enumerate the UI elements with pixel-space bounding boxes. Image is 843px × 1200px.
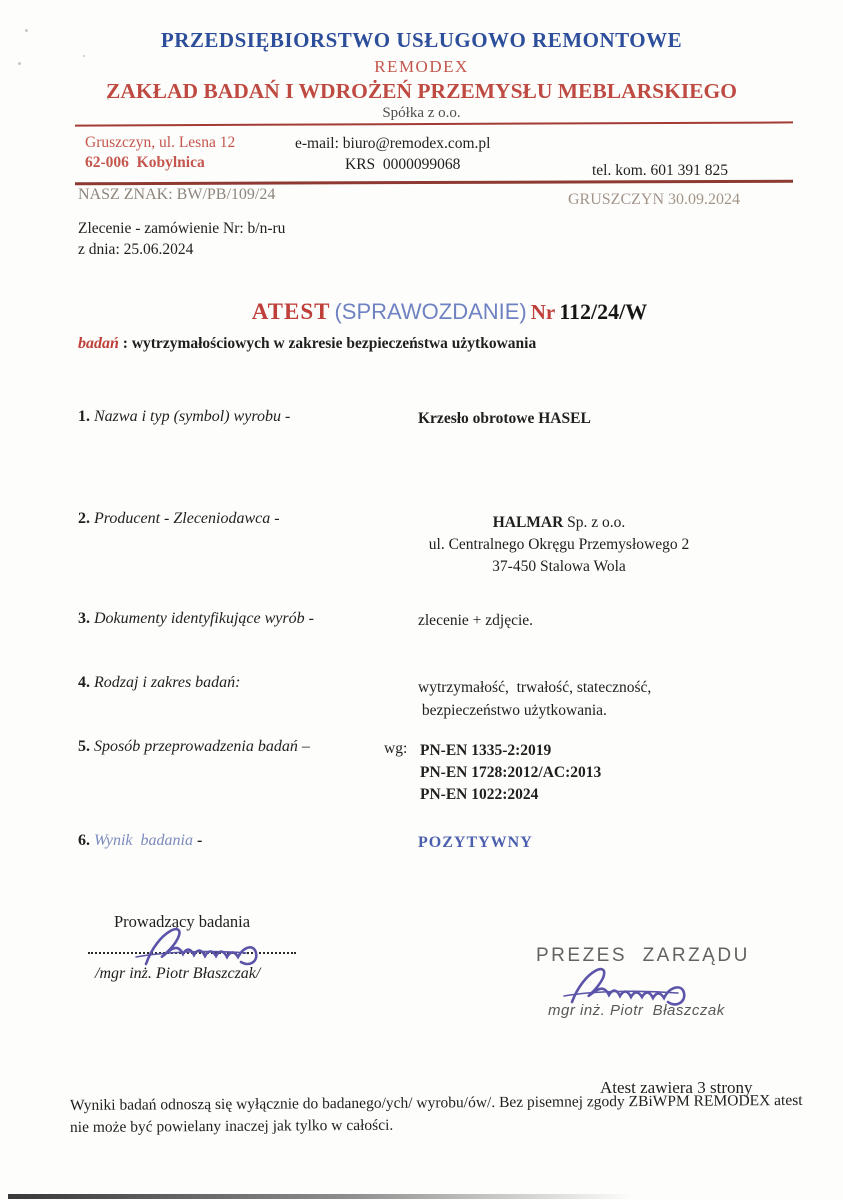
our-reference: NASZ ZNAK: BW/PB/109/24 — [78, 186, 276, 203]
item2-label: Producent - Zleceniodawca - — [90, 510, 280, 527]
producer-name: HALMAR — [492, 514, 564, 531]
item-test-result — [78, 832, 798, 850]
item6-result-value: POZYTYWNY — [418, 834, 533, 851]
title-number: 112/24/W — [559, 299, 648, 324]
item1-value: Krzesło obrotowe HASEL — [418, 410, 591, 427]
item4-value — [418, 676, 651, 722]
item-test-scope — [78, 674, 798, 719]
item-producer — [78, 510, 798, 575]
company-name-remodex: REMODEX — [374, 57, 469, 76]
subtitle-colon: : — [118, 335, 132, 352]
company-email: e-mail: biuro@remodex.com.pl — [295, 135, 491, 152]
examiner-title: Prowadzący badania — [114, 912, 251, 931]
standard-1: PN-EN 1335-2:2019 — [420, 742, 552, 759]
order-date: z dnia: 25.06.2024 — [78, 241, 194, 258]
item2-number: 2. — [78, 510, 90, 527]
item-test-method — [78, 738, 798, 803]
item2-value — [400, 512, 718, 578]
company-address-street: Gruszczyn, ul. Lesna 12 — [85, 134, 236, 151]
item6-dash: - — [196, 832, 203, 849]
order-number: Zlecenie - zamówienie Nr: b/n-ru — [78, 220, 286, 237]
title-nr-label: Nr — [530, 300, 556, 324]
item3-value: zlecenie + zdjęcie. — [418, 612, 534, 629]
header-rule-top — [75, 121, 793, 126]
company-legal-form: Spółka z o.o. — [382, 105, 461, 121]
producer-street: ul. Centralnego Okręgu Przemysłowego 2 — [428, 536, 690, 553]
document-title — [28, 299, 843, 325]
standard-2: PN-EN 1728:2012/AC:2013 — [420, 764, 602, 781]
item6-number: 6. — [78, 832, 90, 849]
item5-label: Sposób przeprowadzenia badań – — [90, 738, 310, 755]
item3-label: Dokumenty identyfikujące wyrób - — [90, 610, 314, 627]
item3-number: 3. — [78, 610, 90, 627]
item-identifying-documents — [78, 610, 798, 628]
title-atest: ATEST — [251, 299, 331, 324]
item5-wg-label: wg: — [384, 740, 408, 757]
place-and-date: GRUSZCZYN 30.09.2024 — [568, 191, 741, 208]
company-krs: KRS 0000099068 — [345, 156, 461, 173]
disclaimer-line1: Wyniki badań odnoszą się wyłącznie do badanego/ych/ wyrobu/ów/. Bez pisemnej zgody ZBiWPM REMODEX atest — [69, 1091, 803, 1114]
company-name-line1: PRZEDSIĘBIORSTWO USŁUGOWO REMONTOWE — [160, 28, 683, 52]
producer-city: 37-450 Stalowa Wola — [492, 558, 626, 575]
president-signature — [558, 960, 718, 1008]
title-report: (SPRAWOZDANIE) — [334, 299, 527, 324]
test-scope-line1: wytrzymałość, trwałość, stateczność, — [418, 679, 652, 696]
item-product-name — [78, 408, 798, 426]
item5-number: 5. — [78, 738, 90, 755]
item1-number: 1. — [78, 408, 90, 425]
document-subtitle — [78, 335, 536, 353]
item4-number: 4. — [78, 674, 90, 691]
president-title: PREZES ZARZĄDU — [536, 945, 750, 966]
item6-label: Wynik badania — [90, 832, 197, 849]
disclaimer-line2: nie może być powielany inaczej jak tylko w całości. — [69, 1116, 394, 1136]
company-phone: tel. kom. 601 391 825 — [592, 162, 729, 179]
president-name: mgr inż. Piotr Błaszczak — [548, 1002, 725, 1019]
subtitle-scope-label: badań — [78, 335, 119, 352]
pages-note: Atest zawiera 3 strony — [600, 1078, 753, 1097]
standard-3: PN-EN 1022:2024 — [420, 786, 539, 803]
examiner-name: /mgr inż. Piotr Błaszczak/ — [95, 965, 261, 982]
item4-label: Rodzaj i zakres badań: — [90, 674, 241, 691]
scan-edge-artifact — [8, 1194, 633, 1199]
header-rule-bottom — [75, 180, 793, 185]
test-scope-line2: bezpieczeństwo użytkowania. — [418, 702, 607, 719]
examiner-signature — [128, 918, 288, 968]
item5-standards-list — [420, 740, 601, 806]
company-address-city: 62-006 Kobylnica — [85, 154, 205, 171]
subtitle-scope-text: wytrzymałościowych w zakresie bezpieczeństwa użytkowania — [131, 335, 537, 352]
item1-label: Nazwa i typ (symbol) wyrobu - — [90, 408, 291, 425]
producer-legal-form: Sp. z o.o. — [563, 514, 626, 531]
company-name-line3: ZAKŁAD BADAŃ I WDROŻEŃ PRZEMYSŁU MEBLARSKIEGO — [106, 79, 737, 103]
